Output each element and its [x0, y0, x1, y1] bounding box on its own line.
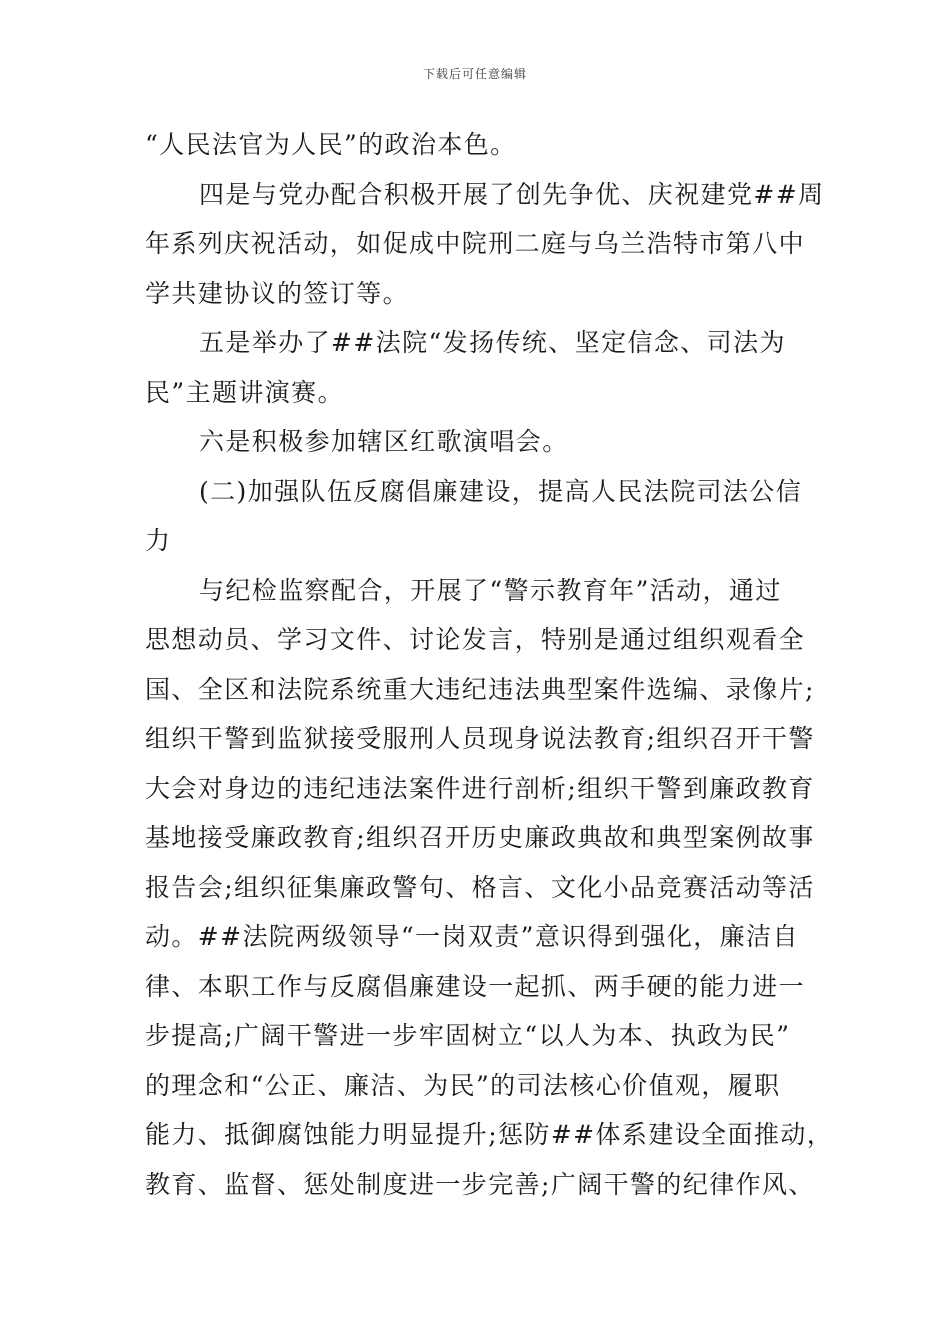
text-line: 学共建协议的签订等。 — [145, 278, 410, 308]
text-line: 大会对身边的违纪违法案件进行剖析;组织干警到廉政教育 — [145, 773, 815, 803]
text-line: 步提高;广阔干警进一步牢固树立“以人为本、执政为民” — [145, 1021, 791, 1050]
text-line: 与纪检监察配合，开展了“警示教育年”活动，通过 — [199, 575, 782, 605]
page-header: 下载后可任意编辑 — [422, 67, 527, 81]
text-line: 年系列庆祝活动，如促成中院刑二庭与乌兰浩特市第八中 — [145, 229, 806, 258]
text-line: 能力、抵御腐蚀能力明显提升;惩防##体系建设全面推动， — [145, 1120, 834, 1149]
text-line: 思想动员、学习文件、讨论发言，特别是通过组织观看全 — [145, 625, 806, 654]
text-line: 教育、监督、惩处制度进一步完善;广阔干警的纪律作风、 — [145, 1169, 815, 1199]
text-line: 国、全区和法院系统重大违纪违法典型案件选编、录像片; — [145, 674, 815, 704]
text-line: 六是积极参加辖区红歌演唱会。 — [199, 427, 569, 456]
text-line: 律、本职工作与反腐倡廉建设一起抓、两手硬的能力进一 — [145, 971, 806, 1001]
text-line: (二)加强队伍反腐倡廉建设，提高人民法院司法公信 — [199, 476, 803, 506]
text-line: 组织干警到监狱接受服刑人员现身说法教育;组织召开干警 — [145, 724, 815, 753]
text-line: 报告会;组织征集廉政警句、格言、文化小品竞赛活动等活 — [145, 872, 815, 902]
text-line: 五是举办了##法院“发扬传统、坚定信念、司法为 — [199, 328, 786, 357]
text-line: 力 — [145, 526, 172, 555]
text-line: 的理念和“公正、廉洁、为民”的司法核心价值观，履职 — [145, 1070, 781, 1100]
text-line: 动。##法院两级领导“一岗双责”意识得到强化，廉洁自 — [145, 922, 799, 951]
document-body — [145, 120, 834, 1209]
text-line: 四是与党办配合积极开展了创先争优、庆祝建党##周 — [199, 179, 825, 209]
text-line: “人民法官为人民”的政治本色。 — [145, 130, 517, 159]
text-line: 民”主题讲演赛。 — [145, 377, 344, 407]
text-line: 基地接受廉政教育;组织召开历史廉政典故和典型案例故事 — [145, 823, 815, 852]
